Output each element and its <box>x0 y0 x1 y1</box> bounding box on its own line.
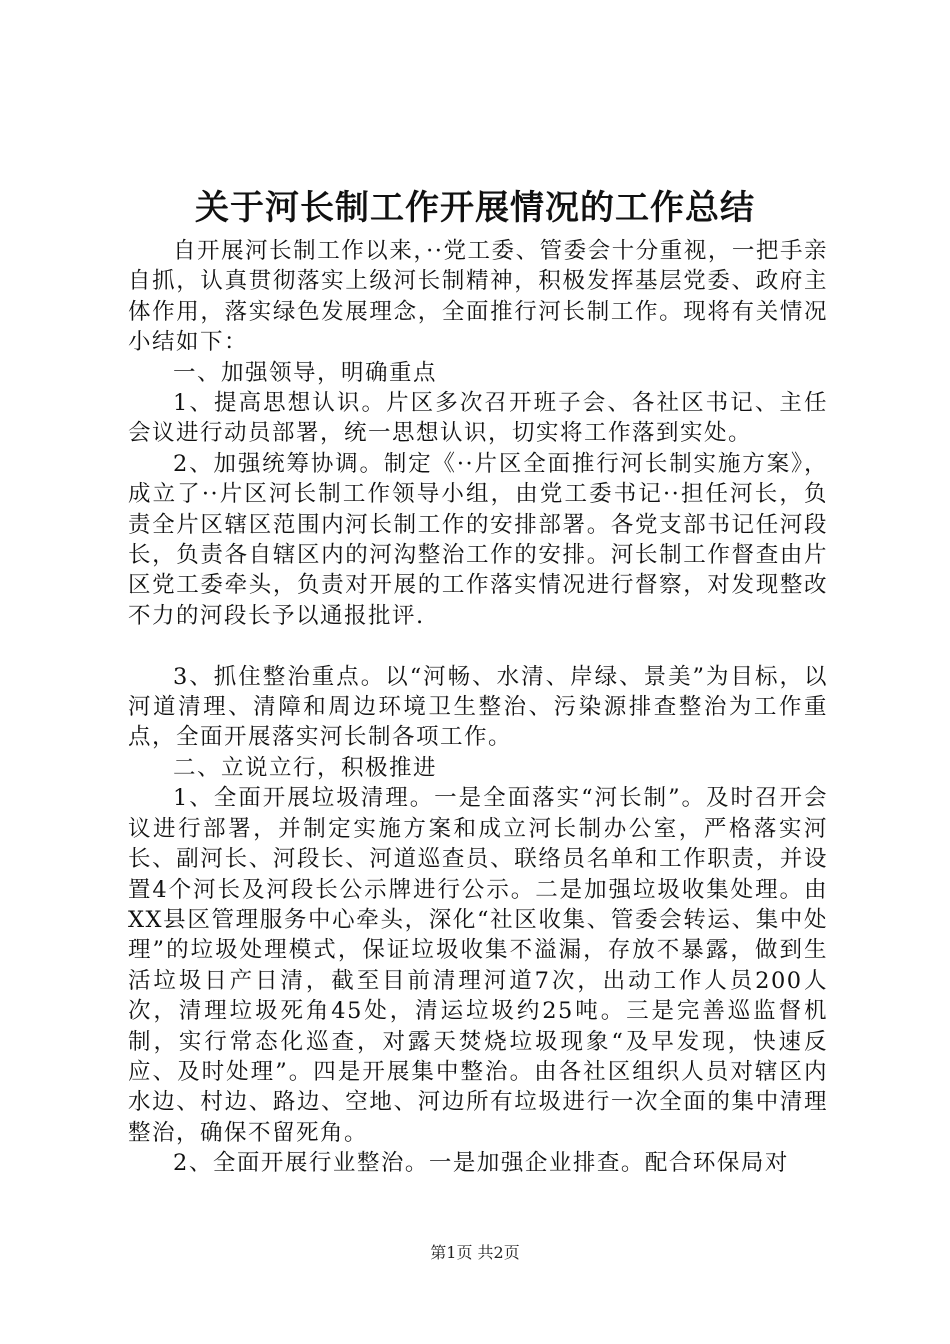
intro-paragraph: 自开展河长制工作以来，··党工委、管委会十分重视，一把手亲自抓，认真贯彻落实上级河长制精神，积极发挥基层党委、政府主体作用，落实绿色发展理念，全面推行河长制工作。现将有关情况小结如下： <box>128 238 828 356</box>
document-body <box>128 236 828 1179</box>
page-footer: 第1页 共2页 <box>430 1243 520 1262</box>
document-title: 关于河长制工作开展情况的工作总结 <box>195 188 755 228</box>
section-heading-1: 一、加强领导，明确重点 <box>173 359 438 386</box>
paragraph-raise-awareness: 1、提高思想认识。片区多次召开班子会、各社区书记、主任会议进行动员部署，统一思想认识，切实将工作落到实处。 <box>128 390 828 447</box>
paragraph-industry-rectification: 2、全面开展行业整治。一是加强企业排查。配合环保局对 <box>173 1150 789 1177</box>
section-heading-2: 二、立说立行，积极推进 <box>173 754 438 781</box>
paragraph-garbage-cleanup: 1、全面开展垃圾清理。一是全面落实“河长制”。及时召开会议进行部署，并制定实施方案和成立河长制办公室，严格落实河长、副河长、河段长、河道巡查员、联络员名单和工作职责，并设置4个河长及河段长公示牌进行公示。二是加强垃圾收集处理。由XX县区管理服务中心牵头，深化“社区收集、管委会转运、集中处理”的垃圾处理模式，保证垃圾收集不溢漏，存放不暴露，做到生活垃圾日产日清，截至目前清理河道7次，出动工作人员200人次，清理垃圾死角45处，清运垃圾约25吨。三是完善巡监督机制，实行常态化巡查，对露天焚烧垃圾现象“及早发现，快速反应、及时处理”。四是开展集中整治。由各社区组织人员对辖区内水边、村边、路边、空地、河边所有垃圾进行一次全面的集中清理整治，确保不留死角。 <box>128 785 828 1146</box>
paragraph-key-focus: 3、抓住整治重点。以“河畅、水清、岸绿、景美”为目标，以河道清理、清障和周边环境卫生整治、污染源排查整治为工作重点，全面开展落实河长制各项工作。 <box>128 663 828 751</box>
paragraph-gap <box>128 631 828 661</box>
paragraph-coordination: 2、加强统筹协调。制定《··片区全面推行河长制实施方案》，成立了··片区河长制工作领导小组，由党工委书记··担任河长，负责全片区辖区范围内河长制工作的安排部署。各党支部书记任河段长，负责各自辖区内的河沟整治工作的安排。河长制工作督查由片区党工委牵头，负责对开展的工作落实情况进行督察，对发现整改不力的河段长予以通报批评. <box>128 450 828 629</box>
